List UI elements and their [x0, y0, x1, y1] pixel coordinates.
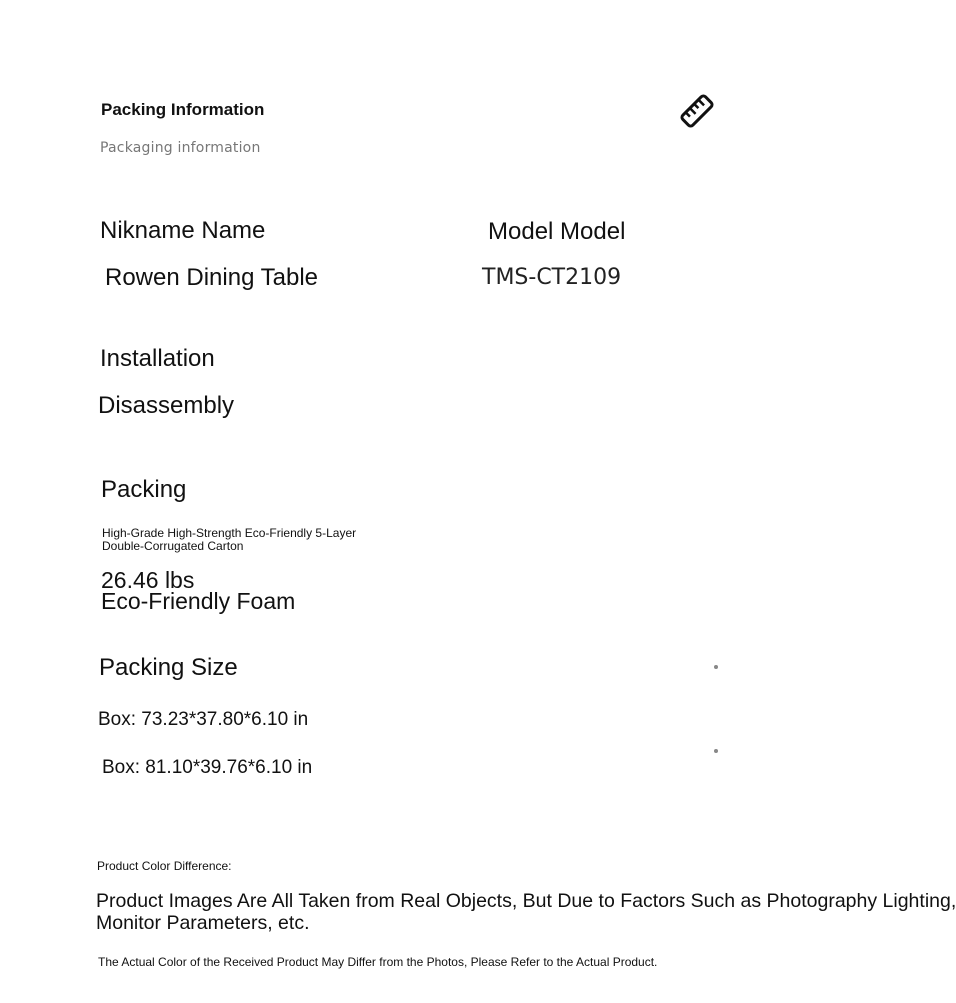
- color-difference-line-2: Monitor Parameters, etc.: [96, 912, 310, 934]
- page-subtitle: Packaging information: [100, 140, 261, 156]
- color-difference-line-1: Product Images Are All Taken from Real Objects, But Due to Factors Such as Photography Lighting,: [96, 890, 956, 912]
- color-difference-body: [96, 890, 956, 934]
- decorative-dot: [714, 749, 718, 753]
- model-value: TMS-CT2109: [482, 265, 622, 290]
- installation-value: Disassembly: [98, 392, 235, 419]
- color-difference-heading: Product Color Difference:: [97, 859, 232, 873]
- box-dimension-1: Box: 73.23*37.80*6.10 in: [98, 709, 309, 730]
- ruler-icon: [677, 93, 717, 129]
- installation-label: Installation: [100, 345, 215, 372]
- decorative-dot: [714, 665, 718, 669]
- box-dimension-2: Box: 81.10*39.76*6.10 in: [102, 757, 313, 778]
- color-difference-note: The Actual Color of the Received Product May Differ from the Photos, Please Refer to the Actual Product.: [98, 955, 658, 969]
- nickname-label: Nikname Name: [100, 217, 266, 244]
- packing-weight: 26.46 lbs: [101, 567, 195, 593]
- packing-heading: Packing: [101, 476, 187, 503]
- packing-material: High-Grade High-Strength Eco-Friendly 5-Layer Double-Corrugated Carton: [102, 526, 357, 553]
- packing-filler: Eco-Friendly Foam: [101, 588, 296, 614]
- nickname-value: Rowen Dining Table: [105, 264, 319, 291]
- page-title: Packing Information: [101, 100, 265, 119]
- model-label: Model Model: [488, 218, 626, 245]
- packing-size-heading: Packing Size: [99, 654, 238, 681]
